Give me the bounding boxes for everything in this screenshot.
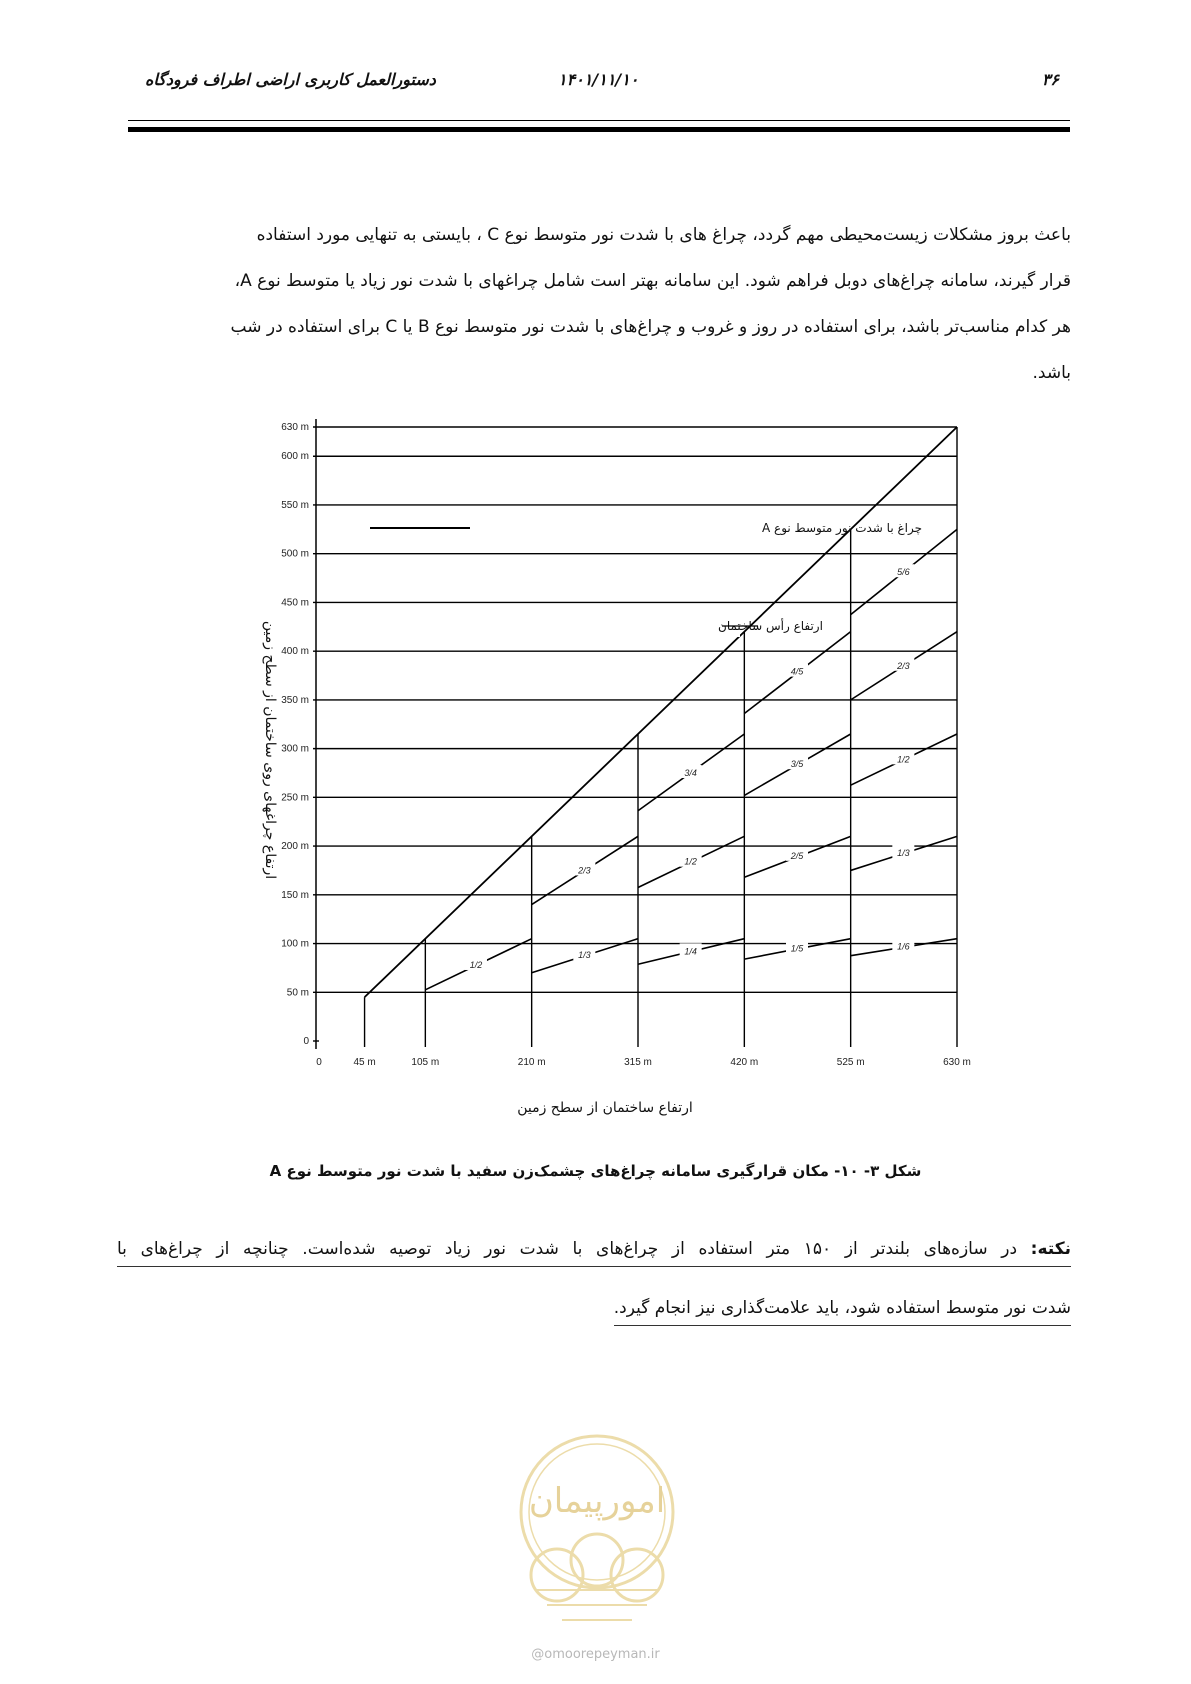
legend-label: چراغ با شدت نور متوسط نوع A: [762, 521, 923, 535]
fraction-label: 5/6: [897, 567, 910, 578]
page-number: ۳۶: [1041, 70, 1059, 89]
y-tick-label: 630 m: [281, 422, 309, 433]
y-tick-label: 500 m: [281, 548, 309, 560]
x-tick-label: 630 m: [943, 1057, 971, 1068]
paragraph-line: باعث بروز مشکلات زیست‌محیطی مهم گردد، چراغ های با شدت نور متوسط نوع C ، بایستی به تنهایی مورد استفاده: [256, 225, 1071, 245]
note-line-1: [117, 1232, 1071, 1267]
y-tick-label: 0: [303, 1036, 309, 1047]
paragraph-line: قرار گیرند، سامانه چراغ‌های دوبل فراهم شود. این سامانه بهتر است شامل چراغهای با شدت نور زیاد یا متوسط نوع A،: [234, 271, 1071, 291]
fraction-label: 3/5: [790, 759, 804, 770]
note-block: [117, 1232, 1071, 1333]
note-line-2: شدت نور متوسط استفاده شود، باید علامت‌گذاری نیز انجام گیرد.: [614, 1291, 1071, 1326]
fraction-label: 3/4: [684, 767, 697, 778]
x-tick-label: 105 m: [411, 1057, 440, 1068]
x-tick-label: 420 m: [730, 1057, 759, 1068]
x-axis-title: ارتفاع ساختمان از سطح زمین: [517, 1100, 693, 1116]
y-axis-title: ارتفاع چراغهای روی ساختمان از سطح زمین: [262, 620, 278, 880]
fraction-label: 1/6: [897, 941, 910, 952]
y-tick-label: 550 m: [281, 499, 309, 511]
header-date: ۱۴۰۱/۱۱/۱۰: [558, 70, 639, 89]
y-tick-label: 200 m: [281, 841, 309, 853]
fraction-label: 1/2: [469, 959, 483, 970]
note-label: نکته:: [1030, 1239, 1071, 1259]
x-tick-label: 0: [316, 1057, 322, 1068]
y-tick-label: 100 m: [281, 938, 309, 950]
roof-height-series-line: [365, 427, 957, 997]
figure-caption: شکل ۳- ۱۰- مکان قرارگیری سامانه چراغ‌های چشمک‌زن سفید با شدت نور متوسط نوع A: [269, 1162, 922, 1180]
fraction-label: 1/3: [897, 847, 910, 858]
x-tick-label: 210 m: [517, 1057, 546, 1068]
x-tick-label: 315 m: [624, 1057, 652, 1068]
paragraph-line: هر کدام مناسب‌تر باشد، برای استفاده در روز و غروب و چراغ‌های با شدت نور متوسط نوع B یا C برای استفاده در شب: [230, 317, 1071, 337]
roof-height-label: ارتفاع رأس ساختمان: [718, 619, 823, 633]
paragraph-line: باشد.: [1032, 363, 1071, 383]
watermark-url: @omoorepeyman.ir: [531, 1647, 660, 1662]
fraction-label: 1/3: [578, 950, 591, 961]
fraction-label: 1/2: [897, 754, 910, 765]
fraction-label: 1/4: [684, 946, 697, 957]
y-tick-label: 150 m: [281, 889, 309, 901]
fraction-label: 2/3: [897, 660, 910, 671]
x-tick-label: 45 m: [353, 1057, 376, 1068]
fraction-label: 1/2: [684, 856, 697, 867]
y-tick-label: 250 m: [281, 792, 309, 804]
y-tick-label: 50 m: [286, 987, 309, 999]
header-title: دستورالعمل کاربری اراضی اطراف فرودگاه: [145, 70, 436, 89]
y-tick-label: 350 m: [281, 694, 309, 706]
watermark-seal-text: امورپیمان: [528, 1481, 666, 1521]
fraction-label: 2/5: [790, 850, 804, 861]
legend-bg: [350, 513, 780, 539]
y-tick-label: 450 m: [281, 597, 309, 609]
x-tick-label: 525 m: [836, 1057, 865, 1068]
fraction-label: 4/5: [790, 666, 804, 677]
y-tick-label: 400 m: [281, 646, 309, 658]
fraction-label: 1/5: [790, 943, 804, 954]
y-tick-label: 600 m: [281, 451, 309, 463]
fraction-label: 2/3: [578, 865, 591, 876]
note-text-1: در سازه‌های بلندتر از ۱۵۰ متر استفاده از چراغ‌های با شدت نور زیاد توصیه شده‌است. چنانچه از چراغ‌های با: [117, 1239, 1031, 1259]
watermark-seal-icon: [507, 1430, 687, 1640]
y-tick-label: 300 m: [281, 743, 309, 755]
